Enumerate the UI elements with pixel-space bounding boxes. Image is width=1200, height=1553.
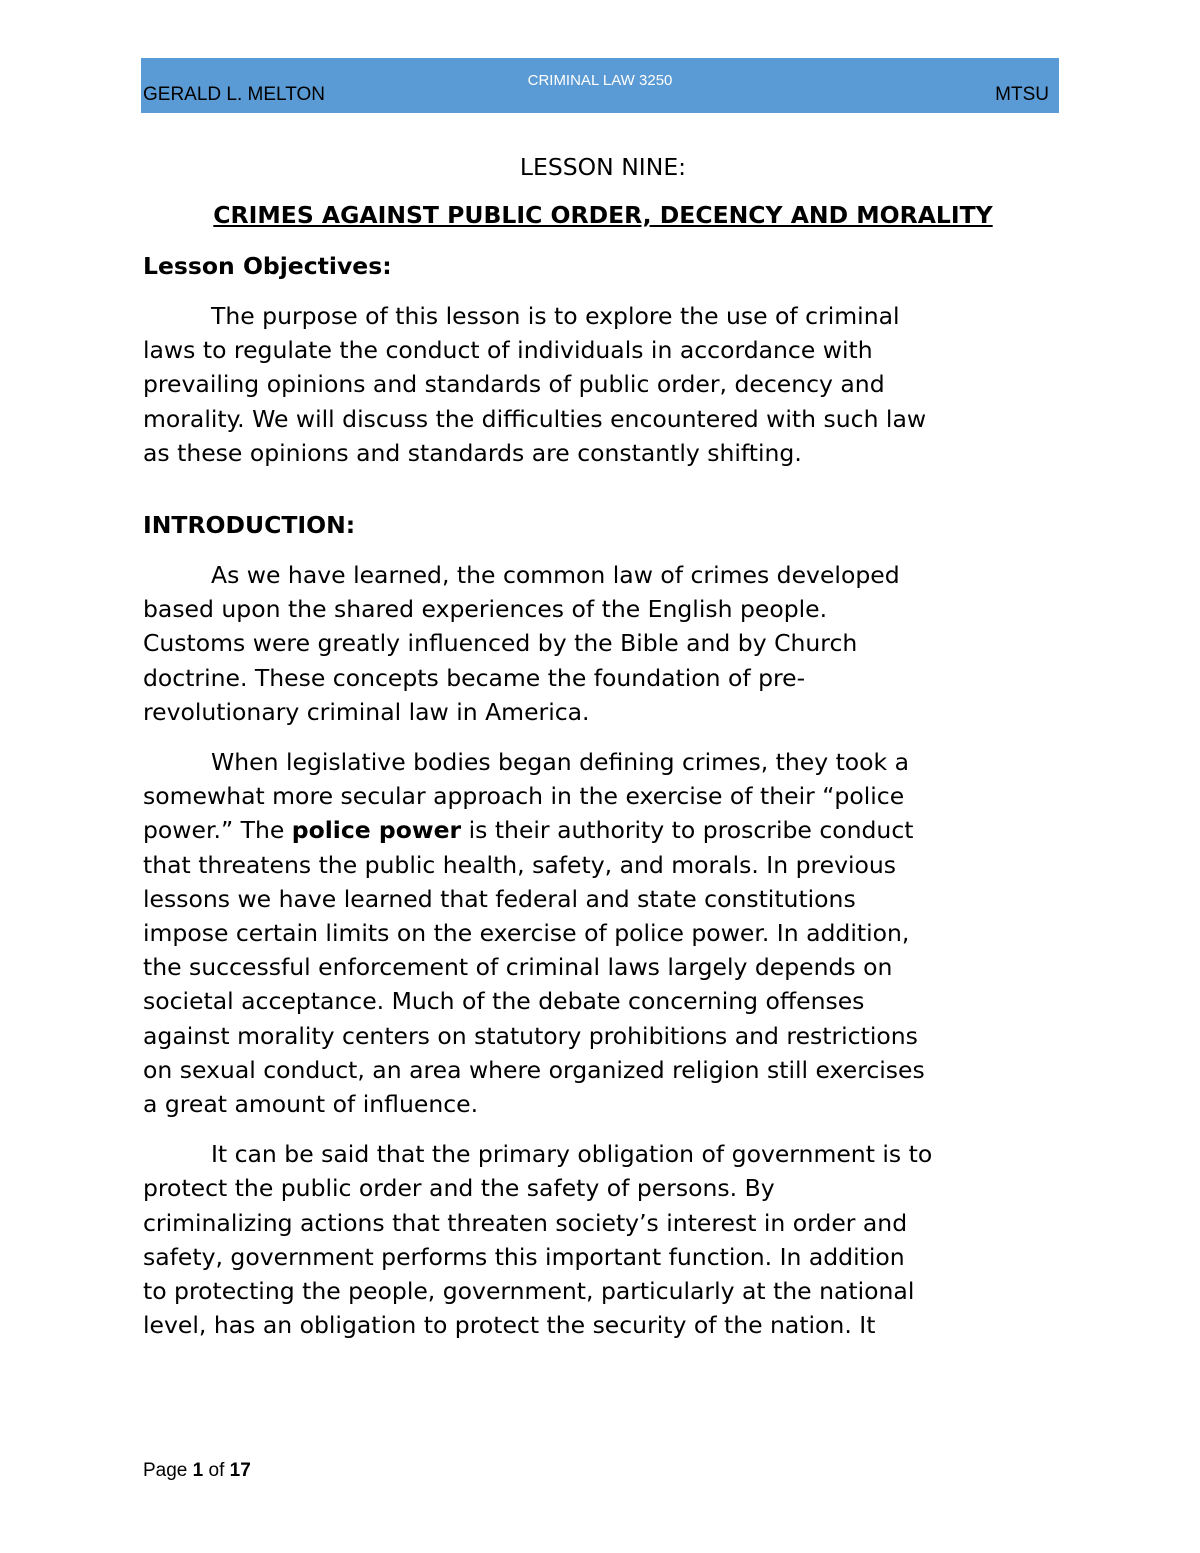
- objectives-heading: Lesson Objectives:: [143, 252, 392, 280]
- author-name: GERALD L. MELTON: [143, 84, 325, 105]
- page-footer: [143, 1460, 251, 1482]
- page-number: 1: [192, 1460, 204, 1481]
- of-label: of: [208, 1460, 225, 1481]
- objectives-paragraph: The purpose of this lesson is to explore the use of criminal laws to regulate the conduct of individuals in accordance with prevailing opinions and standards of public order, decency and morality. We will discuss the difficulties encountered with such law as these opinions and standards are constantly shifting.: [143, 302, 927, 467]
- introduction-heading: INTRODUCTION:: [143, 511, 356, 540]
- page-title: CRIMES AGAINST PUBLIC ORDER, DECENCY AND MORALITY: [213, 201, 993, 229]
- intro-paragraph-2: [143, 745, 1063, 1121]
- intro-paragraph-1: As we have learned, the common law of crimes developed based upon the shared experiences of the English people. Customs were greatly influenced by the Bible and by Church doctrine. These concepts became the foundation of pre- revolutionary criminal law in America.: [143, 561, 900, 726]
- page-header: [141, 58, 1059, 113]
- total-pages: 17: [229, 1460, 251, 1481]
- intro-paragraph-2-end: is their authority to proscribe conduct that threatens the public health, safety, and morals. In previous lessons we have learned that federal and state constitutions impose certain limits on the exercise of police power. In addition, the successful enforcement of criminal laws largely depends on societal acceptance. Much of the debate concerning offenses against morality centers on statutory prohibitions and restrictions on sexual conduct, an area where organized religion still exercises a great amount of influence.: [143, 816, 925, 1119]
- page-label: Page: [143, 1460, 188, 1481]
- police-power-term: police power: [291, 816, 462, 845]
- intro-paragraph-2-start: When legislative bodies began defining crimes, they took a somewhat more secular approach in the exercise of their “police power.” The: [143, 748, 910, 845]
- document-body: [143, 150, 1063, 1342]
- intro-paragraph-3: It can be said that the primary obligation of government is to protect the public order and the safety of persons. By criminalizing actions that threaten society’s interest in order and safety, government performs this important function. In addition to protecting the people, government, particularly at the national level, has an obligation to protect the security of the nation. It: [143, 1140, 933, 1340]
- lesson-number: LESSON NINE:: [519, 153, 687, 181]
- course-name: CRIMINAL LAW 3250: [527, 72, 673, 89]
- institution-name: MTSU: [995, 84, 1049, 105]
